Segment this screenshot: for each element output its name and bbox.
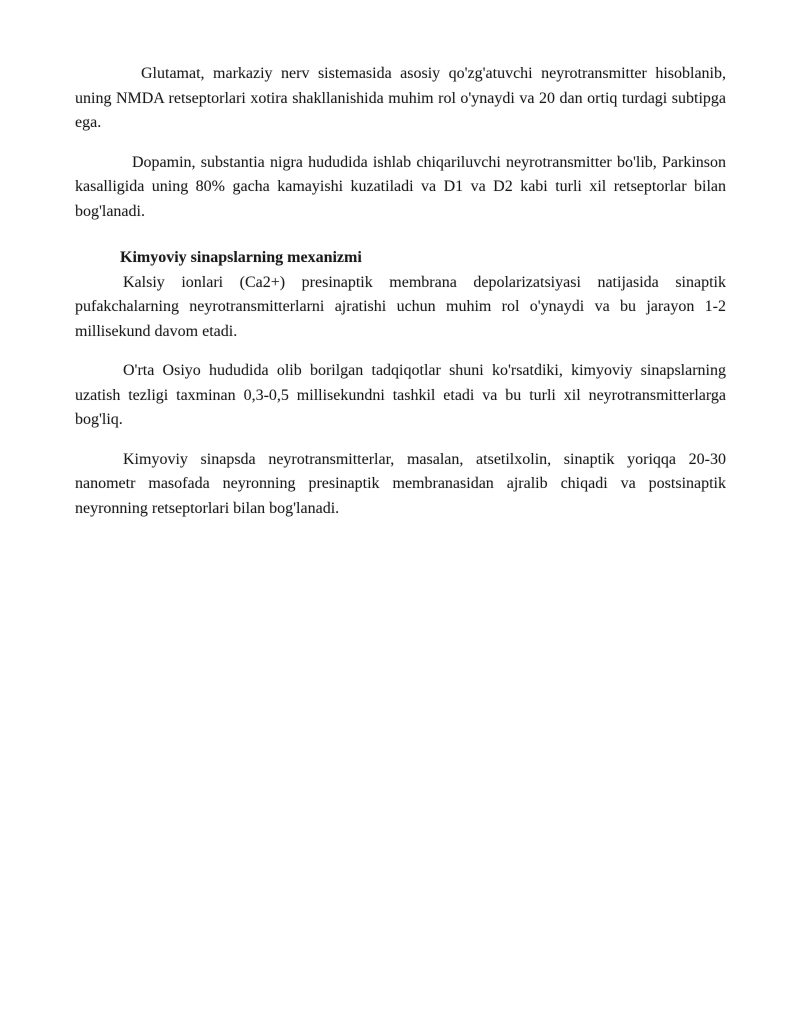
- paragraph-dopamin: Dopamin, substantia nigra hududida ishlab chiqariluvchi neyrotransmitter bo'lib, Parkinson kasalligida uning 80% gacha kamayishi kuzatiladi va D1 va D2 kabi turli xil retseptorlar bilan bog'lanadi.: [75, 153, 726, 220]
- paragraph-glutamat: Glutamat, markaziy nerv sistemasida asosiy qo'zg'atuvchi neyrotransmitter hisoblanib, uning NMDA retseptorlari xotira shakllanishida muhim rol o'ynaydi va 20 dan ortiq turdagi subtipga ega.: [75, 65, 726, 131]
- document-body: [75, 62, 726, 536]
- section-heading: Kimyoviy sinapslarning mexanizmi: [120, 249, 362, 266]
- paragraph-orta-osiyo: O'rta Osiyo hududida olib borilgan tadqiqotlar shuni ko'rsatdiki, kimyoviy sinapslarning uzatish tezligi taxminan 0,3-0,5 millisekundni tashkil etadi va bu turli xil neyrotransmitterlarga bog'liq.: [75, 362, 726, 428]
- paragraph-kimyoviy-sinaps: Kimyoviy sinapsda neyrotransmitterlar, masalan, atsetilxolin, sinaptik yoriqqa 20-30 nanometr masofada neyronning presinaptik membranasidan ajralib chiqadi va postsinaptik neyronning retseptorlari bilan bog'lanadi.: [75, 450, 726, 517]
- paragraph-kalsiy: Kalsiy ionlari (Ca2+) presinaptik membrana depolarizatsiyasi natijasida sinaptik pufakchalarning neyrotransmitterlarni ajratishi uchun muhim rol o'ynaydi va bu jarayon 1-2 millisekund davom etadi.: [75, 273, 726, 340]
